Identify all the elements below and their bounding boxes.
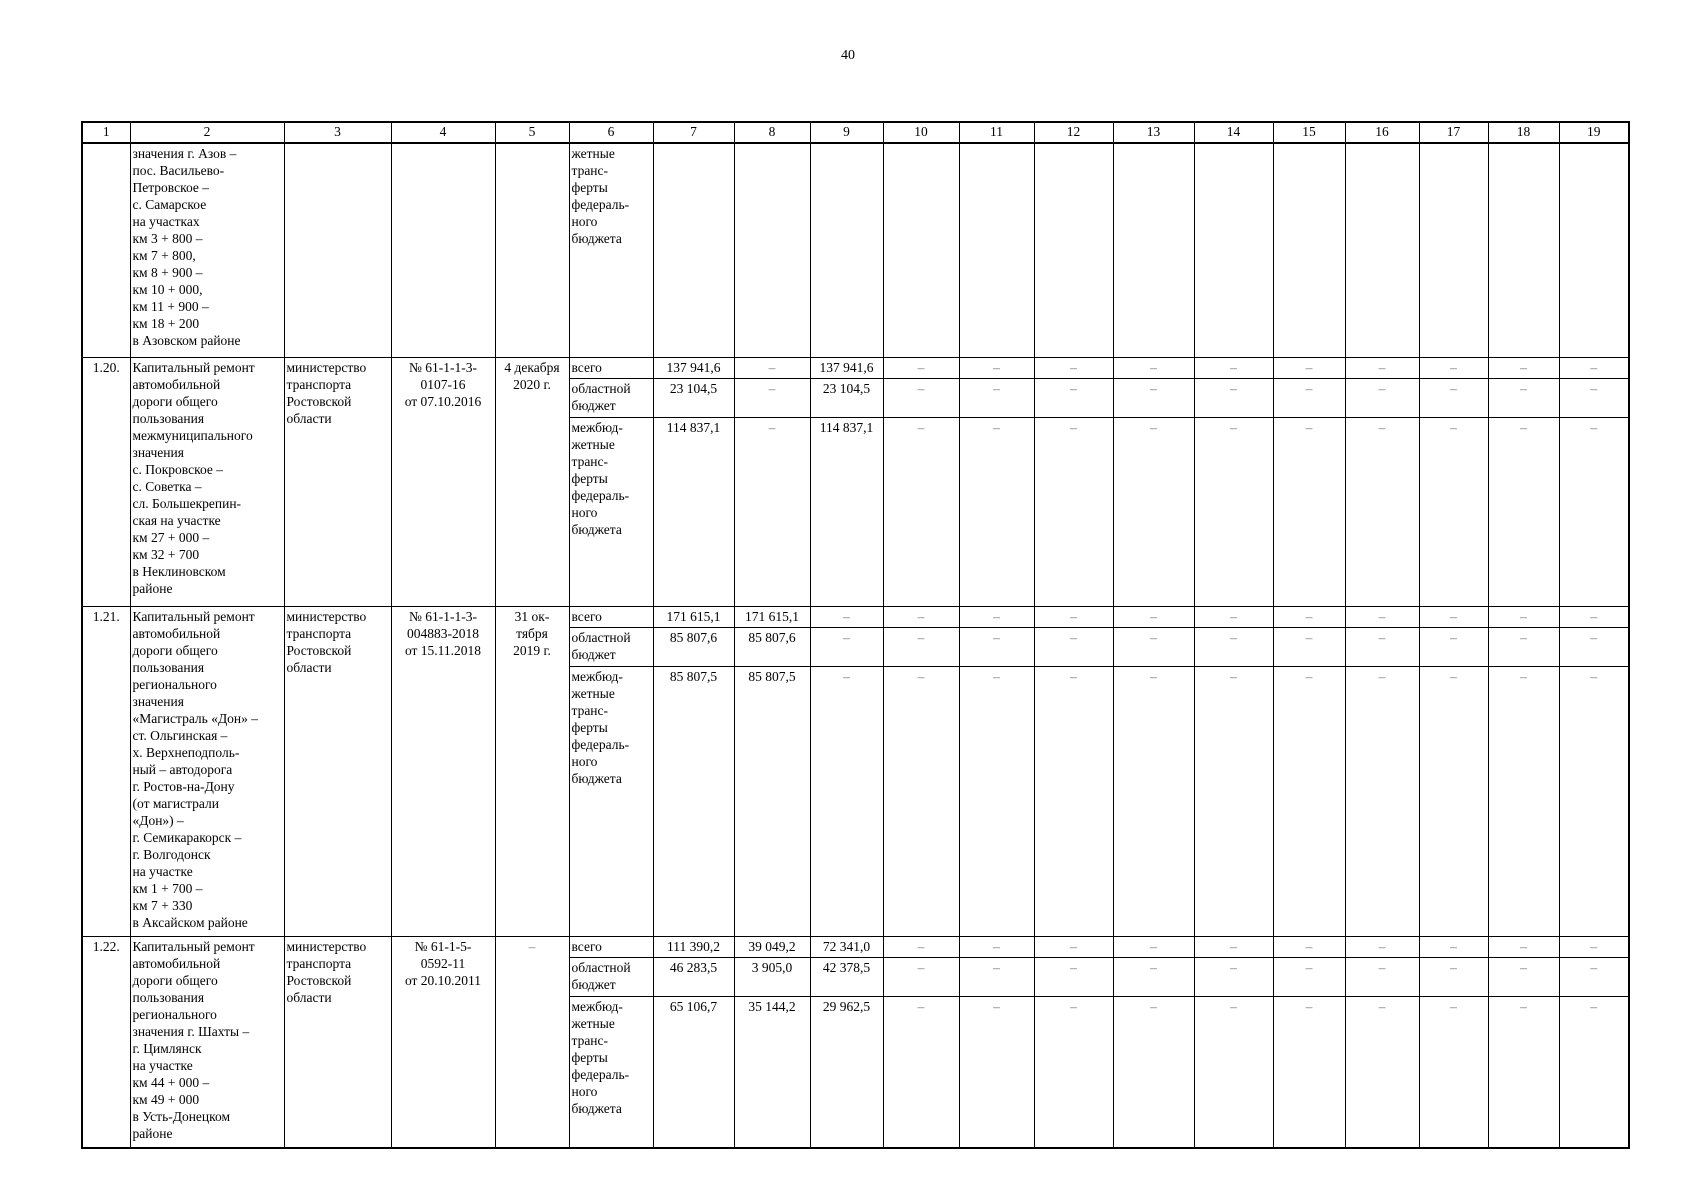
value-cell-7 xyxy=(653,143,734,358)
value-cell-17: – xyxy=(1419,418,1488,607)
date-cell: 4 декабря 2020 г. xyxy=(495,358,569,607)
value-cell-8: – xyxy=(734,379,810,418)
document-cell: № 61-1-1-3- 0107-16 от 07.10.2016 xyxy=(391,358,495,607)
column-header-14: 14 xyxy=(1194,122,1273,143)
date-cell: 31 ок- тября 2019 г. xyxy=(495,607,569,937)
value-cell-10: – xyxy=(883,997,959,1149)
table-row xyxy=(82,607,1629,628)
value-cell-8: 171 615,1 xyxy=(734,607,810,628)
value-cell-15: – xyxy=(1273,997,1345,1149)
funding-source-cell: всего xyxy=(569,937,653,958)
funding-source-cell: межбюд- жетные транс- ферты федераль- ного бюджета xyxy=(569,418,653,607)
column-header-17: 17 xyxy=(1419,122,1488,143)
value-cell-15: – xyxy=(1273,379,1345,418)
value-cell-7: 46 283,5 xyxy=(653,958,734,997)
value-cell-13: – xyxy=(1113,418,1194,607)
column-header-6: 6 xyxy=(569,122,653,143)
value-cell-9: – xyxy=(810,607,883,628)
value-cell-17: – xyxy=(1419,607,1488,628)
column-header-7: 7 xyxy=(653,122,734,143)
value-cell-11: – xyxy=(959,937,1034,958)
value-cell-13: – xyxy=(1113,379,1194,418)
value-cell-9: 72 341,0 xyxy=(810,937,883,958)
value-cell-8: – xyxy=(734,358,810,379)
funding-source-cell: областной бюджет xyxy=(569,958,653,997)
value-cell-8 xyxy=(734,143,810,358)
value-cell-11: – xyxy=(959,379,1034,418)
table-header xyxy=(82,122,1629,143)
value-cell-7: 23 104,5 xyxy=(653,379,734,418)
value-cell-16: – xyxy=(1345,418,1419,607)
value-cell-14: – xyxy=(1194,628,1273,667)
value-cell-12: – xyxy=(1034,667,1113,937)
value-cell-17: – xyxy=(1419,958,1488,997)
value-cell-7: 111 390,2 xyxy=(653,937,734,958)
value-cell-10: – xyxy=(883,937,959,958)
value-cell-7: 114 837,1 xyxy=(653,418,734,607)
value-cell-18: – xyxy=(1488,628,1559,667)
value-cell-16: – xyxy=(1345,628,1419,667)
value-cell-9: 114 837,1 xyxy=(810,418,883,607)
value-cell-15: – xyxy=(1273,667,1345,937)
value-cell-10: – xyxy=(883,958,959,997)
executor-cell: министерство транспорта Ростовской области xyxy=(284,607,391,937)
value-cell-12: – xyxy=(1034,997,1113,1149)
column-header-18: 18 xyxy=(1488,122,1559,143)
value-cell-16: – xyxy=(1345,937,1419,958)
object-name-cell: Капитальный ремонт автомобильной дороги общего пользования регионального значения г. Шахты – г. Цимлянск на участке км 44 + 000 – км 49 + 000 в Усть-Донецком районе xyxy=(130,937,284,1149)
value-cell-19: – xyxy=(1559,379,1629,418)
value-cell-16: – xyxy=(1345,379,1419,418)
value-cell-18: – xyxy=(1488,379,1559,418)
value-cell-14: – xyxy=(1194,937,1273,958)
value-cell-15: – xyxy=(1273,958,1345,997)
value-cell-9: – xyxy=(810,628,883,667)
value-cell-10: – xyxy=(883,379,959,418)
value-cell-11: – xyxy=(959,997,1034,1149)
document-cell xyxy=(391,143,495,358)
value-cell-11: – xyxy=(959,607,1034,628)
column-header-19: 19 xyxy=(1559,122,1629,143)
value-cell-11: – xyxy=(959,358,1034,379)
date-cell: – xyxy=(495,937,569,1149)
value-cell-13: – xyxy=(1113,937,1194,958)
value-cell-13 xyxy=(1113,143,1194,358)
value-cell-12: – xyxy=(1034,418,1113,607)
value-cell-14: – xyxy=(1194,607,1273,628)
value-cell-14: – xyxy=(1194,418,1273,607)
value-cell-18: – xyxy=(1488,418,1559,607)
value-cell-19 xyxy=(1559,143,1629,358)
value-cell-18: – xyxy=(1488,607,1559,628)
column-header-15: 15 xyxy=(1273,122,1345,143)
value-cell-17 xyxy=(1419,143,1488,358)
value-cell-18: – xyxy=(1488,958,1559,997)
table-row xyxy=(82,937,1629,958)
object-name-cell: Капитальный ремонт автомобильной дороги общего пользования межмуниципального значения с. Покровское – с. Советка – сл. Большекрепин- ская на участке км 27 + 000 – км 32 + 700 в Неклиновском районе xyxy=(130,358,284,607)
document-cell: № 61-1-1-3- 004883-2018 от 15.11.2018 xyxy=(391,607,495,937)
value-cell-8: 35 144,2 xyxy=(734,997,810,1149)
value-cell-12: – xyxy=(1034,379,1113,418)
item-number-cell xyxy=(82,143,130,358)
funding-source-cell: областной бюджет xyxy=(569,379,653,418)
value-cell-9: – xyxy=(810,667,883,937)
value-cell-8: 85 807,5 xyxy=(734,667,810,937)
value-cell-10: – xyxy=(883,667,959,937)
value-cell-14: – xyxy=(1194,667,1273,937)
document-cell: № 61-1-5- 0592-11 от 20.10.2011 xyxy=(391,937,495,1149)
column-header-3: 3 xyxy=(284,122,391,143)
value-cell-16: – xyxy=(1345,997,1419,1149)
value-cell-16 xyxy=(1345,143,1419,358)
budget-table xyxy=(81,121,1630,1149)
value-cell-14: – xyxy=(1194,958,1273,997)
value-cell-11: – xyxy=(959,628,1034,667)
value-cell-13: – xyxy=(1113,997,1194,1149)
value-cell-18: – xyxy=(1488,358,1559,379)
value-cell-8: 85 807,6 xyxy=(734,628,810,667)
date-cell xyxy=(495,143,569,358)
column-header-10: 10 xyxy=(883,122,959,143)
funding-source-cell: межбюд- жетные транс- ферты федераль- ного бюджета xyxy=(569,667,653,937)
value-cell-12: – xyxy=(1034,958,1113,997)
value-cell-11: – xyxy=(959,958,1034,997)
value-cell-10: – xyxy=(883,628,959,667)
value-cell-13: – xyxy=(1113,958,1194,997)
funding-source-cell: всего xyxy=(569,358,653,379)
column-header-4: 4 xyxy=(391,122,495,143)
value-cell-7: 85 807,5 xyxy=(653,667,734,937)
value-cell-16: – xyxy=(1345,667,1419,937)
value-cell-11: – xyxy=(959,667,1034,937)
value-cell-19: – xyxy=(1559,958,1629,997)
value-cell-17: – xyxy=(1419,997,1488,1149)
value-cell-17: – xyxy=(1419,379,1488,418)
funding-source-cell: межбюд- жетные транс- ферты федераль- ного бюджета xyxy=(569,997,653,1149)
value-cell-12 xyxy=(1034,143,1113,358)
value-cell-7: 85 807,6 xyxy=(653,628,734,667)
value-cell-14: – xyxy=(1194,379,1273,418)
value-cell-19: – xyxy=(1559,937,1629,958)
executor-cell xyxy=(284,143,391,358)
value-cell-11 xyxy=(959,143,1034,358)
value-cell-7: 171 615,1 xyxy=(653,607,734,628)
value-cell-15: – xyxy=(1273,628,1345,667)
funding-source-cell: жетные транс- ферты федераль- ного бюджета xyxy=(569,143,653,358)
value-cell-19: – xyxy=(1559,628,1629,667)
value-cell-15: – xyxy=(1273,937,1345,958)
column-header-13: 13 xyxy=(1113,122,1194,143)
value-cell-15: – xyxy=(1273,358,1345,379)
value-cell-12: – xyxy=(1034,628,1113,667)
value-cell-9: 137 941,6 xyxy=(810,358,883,379)
value-cell-14 xyxy=(1194,143,1273,358)
column-header-8: 8 xyxy=(734,122,810,143)
value-cell-18: – xyxy=(1488,937,1559,958)
header-row xyxy=(82,122,1629,143)
column-header-12: 12 xyxy=(1034,122,1113,143)
column-header-9: 9 xyxy=(810,122,883,143)
value-cell-19: – xyxy=(1559,607,1629,628)
value-cell-15: – xyxy=(1273,607,1345,628)
value-cell-9: 23 104,5 xyxy=(810,379,883,418)
value-cell-19: – xyxy=(1559,358,1629,379)
value-cell-14: – xyxy=(1194,997,1273,1149)
value-cell-16: – xyxy=(1345,358,1419,379)
value-cell-9: 29 962,5 xyxy=(810,997,883,1149)
value-cell-12: – xyxy=(1034,937,1113,958)
value-cell-13: – xyxy=(1113,607,1194,628)
value-cell-15: – xyxy=(1273,418,1345,607)
item-number-cell: 1.20. xyxy=(82,358,130,607)
value-cell-11: – xyxy=(959,418,1034,607)
item-number-cell: 1.22. xyxy=(82,937,130,1149)
value-cell-16: – xyxy=(1345,958,1419,997)
value-cell-8: – xyxy=(734,418,810,607)
table-row xyxy=(82,358,1629,379)
value-cell-17: – xyxy=(1419,358,1488,379)
continuation-row xyxy=(82,143,1629,358)
value-cell-17: – xyxy=(1419,628,1488,667)
value-cell-13: – xyxy=(1113,667,1194,937)
value-cell-9 xyxy=(810,143,883,358)
value-cell-13: – xyxy=(1113,628,1194,667)
funding-source-cell: областной бюджет xyxy=(569,628,653,667)
value-cell-10: – xyxy=(883,358,959,379)
value-cell-17: – xyxy=(1419,667,1488,937)
value-cell-19: – xyxy=(1559,667,1629,937)
value-cell-19: – xyxy=(1559,997,1629,1149)
column-header-2: 2 xyxy=(130,122,284,143)
table-body xyxy=(82,143,1629,1148)
value-cell-10 xyxy=(883,143,959,358)
value-cell-12: – xyxy=(1034,358,1113,379)
value-cell-16: – xyxy=(1345,607,1419,628)
value-cell-7: 137 941,6 xyxy=(653,358,734,379)
value-cell-12: – xyxy=(1034,607,1113,628)
value-cell-17: – xyxy=(1419,937,1488,958)
value-cell-8: 39 049,2 xyxy=(734,937,810,958)
value-cell-10: – xyxy=(883,607,959,628)
column-header-1: 1 xyxy=(82,122,130,143)
page-number: 40 xyxy=(841,48,855,63)
value-cell-19: – xyxy=(1559,418,1629,607)
value-cell-10: – xyxy=(883,418,959,607)
column-header-16: 16 xyxy=(1345,122,1419,143)
column-header-11: 11 xyxy=(959,122,1034,143)
funding-source-cell: всего xyxy=(569,607,653,628)
value-cell-15 xyxy=(1273,143,1345,358)
object-name-cell: значения г. Азов – пос. Васильево- Петровское – с. Самарское на участках км 3 + 800 – км 7 + 800, км 8 + 900 – км 10 + 000, км 11 + 900 – км 18 + 200 в Азовском районе xyxy=(130,143,284,358)
value-cell-14: – xyxy=(1194,358,1273,379)
value-cell-18 xyxy=(1488,143,1559,358)
value-cell-18: – xyxy=(1488,667,1559,937)
object-name-cell: Капитальный ремонт автомобильной дороги общего пользования регионального значения «Магистраль «Дон» – ст. Ольгинская – х. Верхнеподполь- ный – автодорога г. Ростов-на-Дону (от магистрали «Дон») – г. Семикаракорск – г. Волгодонск на участке км 1 + 700 – км 7 + 330 в Аксайском районе xyxy=(130,607,284,937)
executor-cell: министерство транспорта Ростовской области xyxy=(284,937,391,1149)
item-number-cell: 1.21. xyxy=(82,607,130,937)
executor-cell: министерство транспорта Ростовской области xyxy=(284,358,391,607)
value-cell-9: 42 378,5 xyxy=(810,958,883,997)
value-cell-13: – xyxy=(1113,358,1194,379)
column-header-5: 5 xyxy=(495,122,569,143)
value-cell-8: 3 905,0 xyxy=(734,958,810,997)
value-cell-7: 65 106,7 xyxy=(653,997,734,1149)
value-cell-18: – xyxy=(1488,997,1559,1149)
